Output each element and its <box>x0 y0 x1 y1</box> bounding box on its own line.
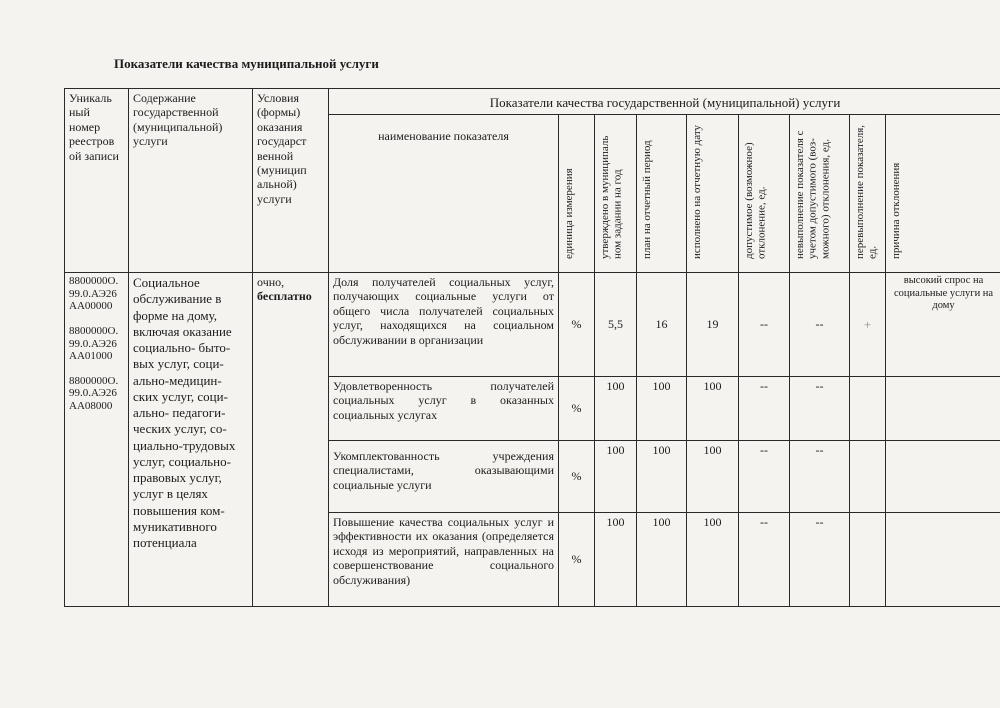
indicator-allowed: -- <box>739 513 790 607</box>
indicator-fulfilled: 100 <box>687 377 739 441</box>
header-approved: утверждено в муниципаль ном задании на год <box>595 115 637 273</box>
registry-code: 8800000О. 99.0.АЭ26 АА01000 <box>69 324 119 363</box>
indicator-approved: 100 <box>595 513 637 607</box>
indicator-unit: % <box>559 377 595 441</box>
header-unit: единица измерения <box>559 115 595 273</box>
indicator-approved: 5,5 <box>595 273 637 377</box>
header-reason: причина отклонения <box>886 115 1000 273</box>
indicator-fulfilled: 19 <box>687 273 739 377</box>
indicator-non-fulfillment: -- <box>790 441 850 513</box>
indicator-name: Повышение качества социальных услуг и эффективности их оказания (определяется исходя из мероприятий, направленных на совершенствование социального обслуживания) <box>329 513 559 607</box>
header-plan: план на отчетный период <box>637 115 687 273</box>
registry-code: 8800000О. 99.0.АЭ26 АА08000 <box>69 374 119 413</box>
indicator-reason <box>886 377 1000 441</box>
indicator-allowed: -- <box>739 273 790 377</box>
header-allowed-deviation: допустимое (возможное) отклонение, ед. <box>739 115 790 273</box>
indicator-plan: 100 <box>637 513 687 607</box>
header-over-fulfillment: перевыполнение показателя, ед. <box>850 115 886 273</box>
indicator-unit: % <box>559 273 595 377</box>
header-quality-group: Показатели качества государственной (муниципальной) услуги <box>329 89 1000 115</box>
indicator-reason <box>886 441 1000 513</box>
indicator-over-fulfillment <box>850 441 886 513</box>
header-row-group <box>65 89 1000 115</box>
indicator-non-fulfillment: -- <box>790 377 850 441</box>
indicator-approved: 100 <box>595 441 637 513</box>
header-unique-number: Уникаль ный номер реестров ой записи <box>65 89 129 273</box>
service-form-cell <box>253 273 329 607</box>
header-content: Содержание государственной (муниципальной) услуги <box>129 89 253 273</box>
header-conditions: Условия (формы) оказания государст венной (муницип альной) услуги <box>253 89 329 273</box>
indicator-name: Удовлетворенность получателей социальных услуг в оказанных социальных услугах <box>329 377 559 441</box>
header-fulfilled: исполнено на отчетную дату <box>687 115 739 273</box>
page-title: Показатели качества муниципальной услуги <box>114 56 379 71</box>
indicator-plan: 100 <box>637 441 687 513</box>
indicator-fulfilled: 100 <box>687 513 739 607</box>
indicator-allowed: -- <box>739 377 790 441</box>
service-form-free: бесплатно <box>257 289 312 304</box>
indicator-over-fulfillment: + <box>850 273 886 377</box>
indicator-over-fulfillment <box>850 513 886 607</box>
registry-code: 8800000О. 99.0.АЭ26 АА00000 <box>69 275 119 313</box>
indicator-unit: % <box>559 441 595 513</box>
service-form: очно, <box>257 275 285 289</box>
quality-indicators-table <box>64 88 1000 607</box>
header-indicator-name: наименование показателя <box>329 115 559 273</box>
indicator-reason <box>886 513 1000 607</box>
indicator-name: Укомплектованность учреждения специалистами, оказывающими социальные услуги <box>329 441 559 513</box>
indicator-name: Доля получателей социальных услуг, получающих социальные услуги от общего числа получателей социальных услуг, находящихся на социальном обслуживании в организации <box>329 273 559 377</box>
indicator-plan: 16 <box>637 273 687 377</box>
registry-codes-cell <box>65 273 129 607</box>
indicator-non-fulfillment: -- <box>790 273 850 377</box>
indicator-approved: 100 <box>595 377 637 441</box>
indicator-plan: 100 <box>637 377 687 441</box>
indicator-allowed: -- <box>739 441 790 513</box>
indicator-reason: высокий спрос на социальные услуги на дому <box>886 273 1000 377</box>
service-content: Социальное обслуживание в форме на дому, включая оказание социально- быто- вых услуг, соци- ально-медицин- ских услуг, соци- ально- педагоги- ческих услуг, со- циально-трудовых услуг, социально- правовых услуг, услуг в целях повышения ком- муникативного потенциала <box>129 273 253 607</box>
indicator-over-fulfillment <box>850 377 886 441</box>
header-non-fulfillment: невыполнение показателя с учетом допустимого (воз- можного) отклонения, ед. <box>790 115 850 273</box>
indicator-unit: % <box>559 513 595 607</box>
table-row <box>65 273 1000 377</box>
indicator-fulfilled: 100 <box>687 441 739 513</box>
indicator-non-fulfillment: -- <box>790 513 850 607</box>
